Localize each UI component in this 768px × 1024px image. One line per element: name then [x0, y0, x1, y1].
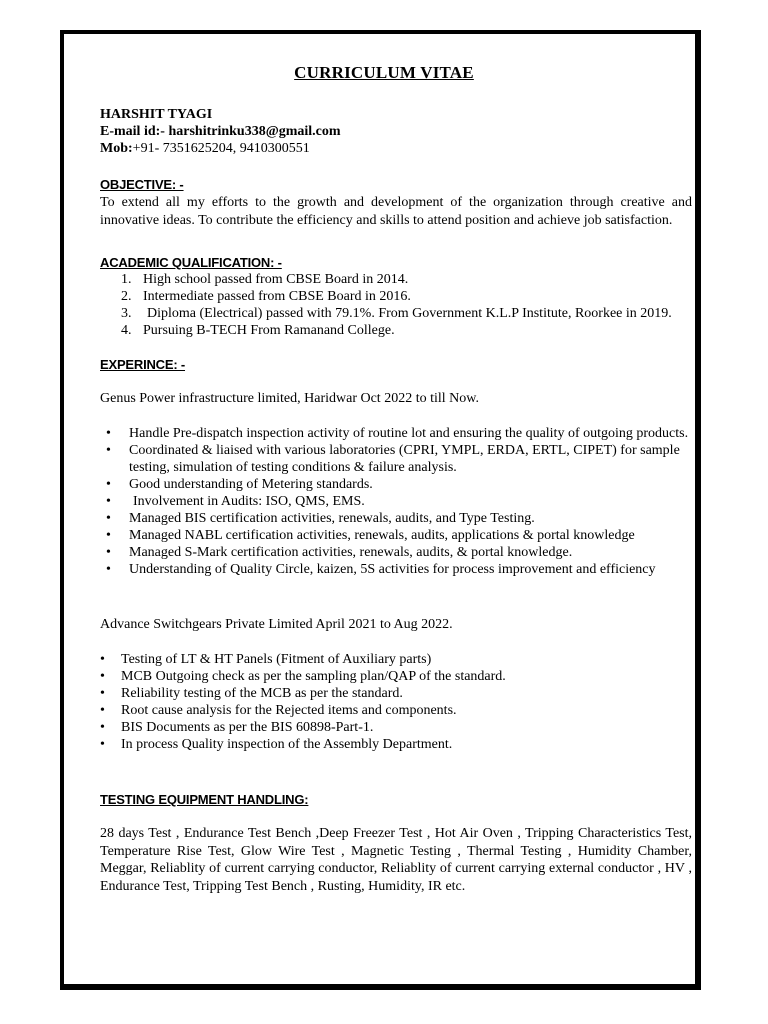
document-title: CURRICULUM VITAE [294, 63, 474, 82]
mobile-value: +91- 7351625204, 9410300551 [132, 141, 310, 156]
job1-duty [100, 527, 692, 544]
bullet-icon: • [100, 720, 105, 735]
job1-duty-text: Handle Pre-dispatch inspection activity of routine lot and ensuring the quality of outgoing products. [129, 426, 689, 441]
job1-duty [100, 544, 692, 561]
mobile-line [100, 140, 310, 157]
bullet-icon: • [100, 703, 105, 718]
candidate-name: HARSHIT TYAGI [100, 107, 213, 122]
job2-duties-list [100, 651, 692, 753]
email-label: E-mail id:- [100, 124, 165, 139]
bullet-icon: • [106, 545, 111, 560]
academic-item-text: Intermediate passed from CBSE Board in 2016. [143, 289, 411, 304]
job2-duty [100, 685, 692, 702]
job1-duty [100, 561, 692, 578]
job2-duty [100, 651, 692, 668]
job1-duty-text: Managed S-Mark certification activities, renewals, audits, & portal knowledge. [129, 545, 573, 560]
bullet-icon: • [100, 652, 105, 667]
objective-text: To extend all my efforts to the growth and development of the organization through creative and innovative ideas. To contribute the efficiency and skills to attend position and achieve job satisfaction. [100, 195, 692, 228]
job2-duty-text: In process Quality inspection of the Assembly Department. [121, 737, 453, 752]
academic-item [100, 271, 672, 288]
job2-duty [100, 668, 692, 685]
bullet-icon: • [106, 426, 111, 441]
academic-item-number: 4. [121, 323, 132, 338]
academic-item-number: 1. [121, 272, 132, 287]
bullet-icon: • [106, 511, 111, 526]
academic-list [100, 271, 672, 339]
job1-duty-text: Coordinated & liaised with various laboratories (CPRI, YMPL, ERDA, ERTL, CIPET) for sample testing, simulation of testing conditions & failure analysis. [129, 443, 680, 475]
academic-heading: ACADEMIC QUALIFICATION: - [100, 255, 282, 270]
academic-item [100, 305, 672, 322]
job2-duty-text: Reliability testing of the MCB as per the standard. [121, 686, 403, 701]
testing-heading: TESTING EQUIPMENT HANDLING: [100, 792, 309, 807]
academic-item-number: 2. [121, 289, 132, 304]
academic-item-text: High school passed from CBSE Board in 2014. [143, 272, 409, 287]
academic-item-text: Pursuing B-TECH From Ramanand College. [143, 323, 395, 338]
job1-duty-text: Good understanding of Metering standards. [129, 477, 373, 492]
bullet-icon: • [106, 443, 111, 458]
academic-item-text: Diploma (Electrical) passed with 79.1%. From Government K.L.P Institute, Roorkee in 2019. [147, 306, 672, 321]
job2-duty-text: Root cause analysis for the Rejected items and components. [121, 703, 457, 718]
academic-item [100, 322, 672, 339]
bullet-icon: • [106, 562, 111, 577]
job1-duty [100, 510, 692, 527]
email-value: harshitrinku338@gmail.com [168, 124, 341, 139]
job1-duty-text: Understanding of Quality Circle, kaizen, 5S activities for process improvement and efficiency [129, 562, 656, 577]
academic-item [100, 288, 672, 305]
job1-duty-text: Managed NABL certification activities, renewals, audits, applications & portal knowledge [129, 528, 635, 543]
experience-heading: EXPERINCE: - [100, 357, 186, 372]
job1-duty [100, 442, 692, 476]
mobile-label: Mob: [100, 141, 133, 156]
job1-duties-list [100, 425, 692, 578]
bullet-icon: • [100, 737, 105, 752]
job1-duty [100, 476, 692, 493]
job2-duty-text: BIS Documents as per the BIS 60898-Part-1. [121, 720, 374, 735]
job2-duty [100, 719, 692, 736]
job2-title: Advance Switchgears Private Limited April 2021 to Aug 2022. [100, 617, 453, 632]
job1-duty-text: Managed BIS certification activities, renewals, audits, and Type Testing. [129, 511, 535, 526]
objective-heading: OBJECTIVE: - [100, 177, 184, 192]
job2-duty [100, 736, 692, 753]
email-line [100, 123, 341, 140]
job2-duty-text: MCB Outgoing check as per the sampling plan/QAP of the standard. [121, 669, 506, 684]
bullet-icon: • [100, 686, 105, 701]
bullet-icon: • [100, 669, 105, 684]
job1-title: Genus Power infrastructure limited, Haridwar Oct 2022 to till Now. [100, 391, 479, 406]
job2-duty-text: Testing of LT & HT Panels (Fitment of Auxiliary parts) [121, 652, 432, 667]
academic-item-number: 3. [121, 306, 132, 321]
job1-duty [100, 493, 692, 510]
bullet-icon: • [106, 528, 111, 543]
testing-text: 28 days Test , Endurance Test Bench ,Deep Freezer Test , Hot Air Oven , Tripping Characteristics Test, Temperature Rise Test, Glow Wire Test , Magnetic Testing , Thermal Testing , Humidity Chamber, Meggar, Reliablity of current carrying conductor, Reliablity of current carrying external conductor , HV , Endurance Test, Tripping Test Bench , Rusting, Humidity, IR etc. [100, 826, 692, 894]
job2-duty [100, 702, 692, 719]
bullet-icon: • [106, 494, 111, 509]
bullet-icon: • [106, 477, 111, 492]
job1-duty-text: Involvement in Audits: ISO, QMS, EMS. [133, 494, 365, 509]
job1-duty [100, 425, 692, 442]
